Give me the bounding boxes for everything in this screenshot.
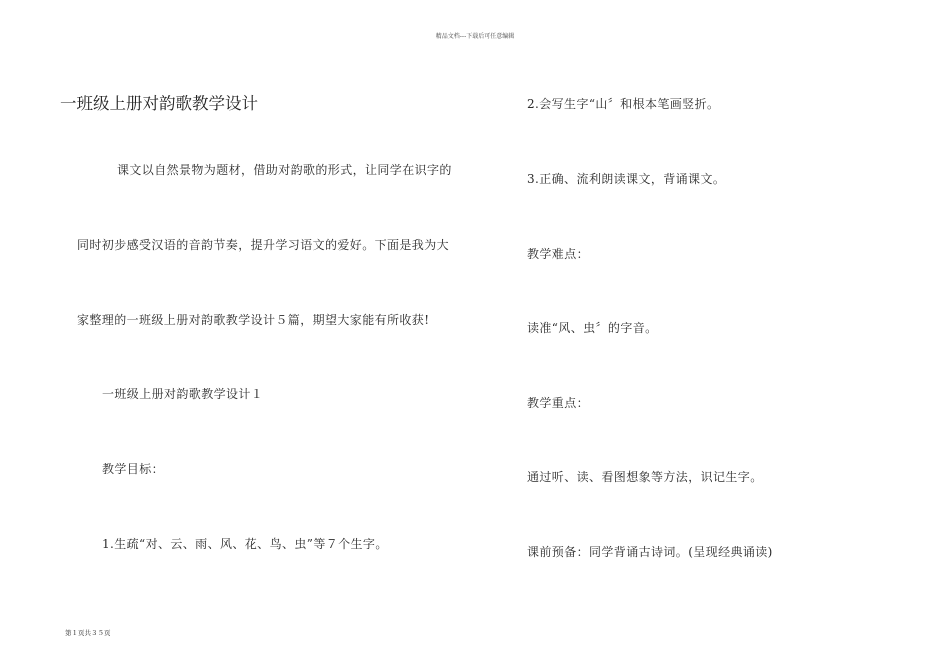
teaching-goals-label: 教学目标： [102, 462, 165, 476]
section-heading: 一班级上册对韵歌教学设计１ [102, 387, 264, 401]
document-title: 一班级上册对韵歌教学设计 [60, 94, 258, 113]
goal-item-3: 3.正确、流利朗读课文，背诵课文。 [527, 172, 726, 186]
page-footer: 第１页共３５页 [65, 629, 111, 637]
header-note: 精品文档---下载后可任意编辑 [435, 33, 515, 40]
difficulty-text: 读准“风、虫〞的字音。 [527, 321, 658, 335]
goal-item-1: 1.生疏“对、云、雨、风、花、鸟、虫”等７个生字。 [102, 537, 388, 551]
paragraph-line-1: 课文以自然景物为题材，借助对韵歌的形式，让同学在识字的 [117, 163, 452, 177]
difficulty-label: 教学难点： [527, 247, 590, 261]
key-points-text: 通过听、读、看图想象等方法，识记生字。 [527, 470, 763, 484]
paragraph-line-2: 同时初步感受汉语的音韵节奏，提升学习语文的爱好。下面是我为大 [77, 238, 450, 252]
preparation-text: 课前预备：同学背诵古诗词。(呈现经典诵读) [527, 545, 773, 559]
key-points-label: 教学重点： [527, 396, 590, 410]
paragraph-line-3: 家整理的一班级上册对韵歌教学设计５篇，期望大家能有所收获! [77, 313, 430, 327]
goal-item-2: 2.会写生字“山〞和根本笔画竖折。 [527, 97, 720, 111]
